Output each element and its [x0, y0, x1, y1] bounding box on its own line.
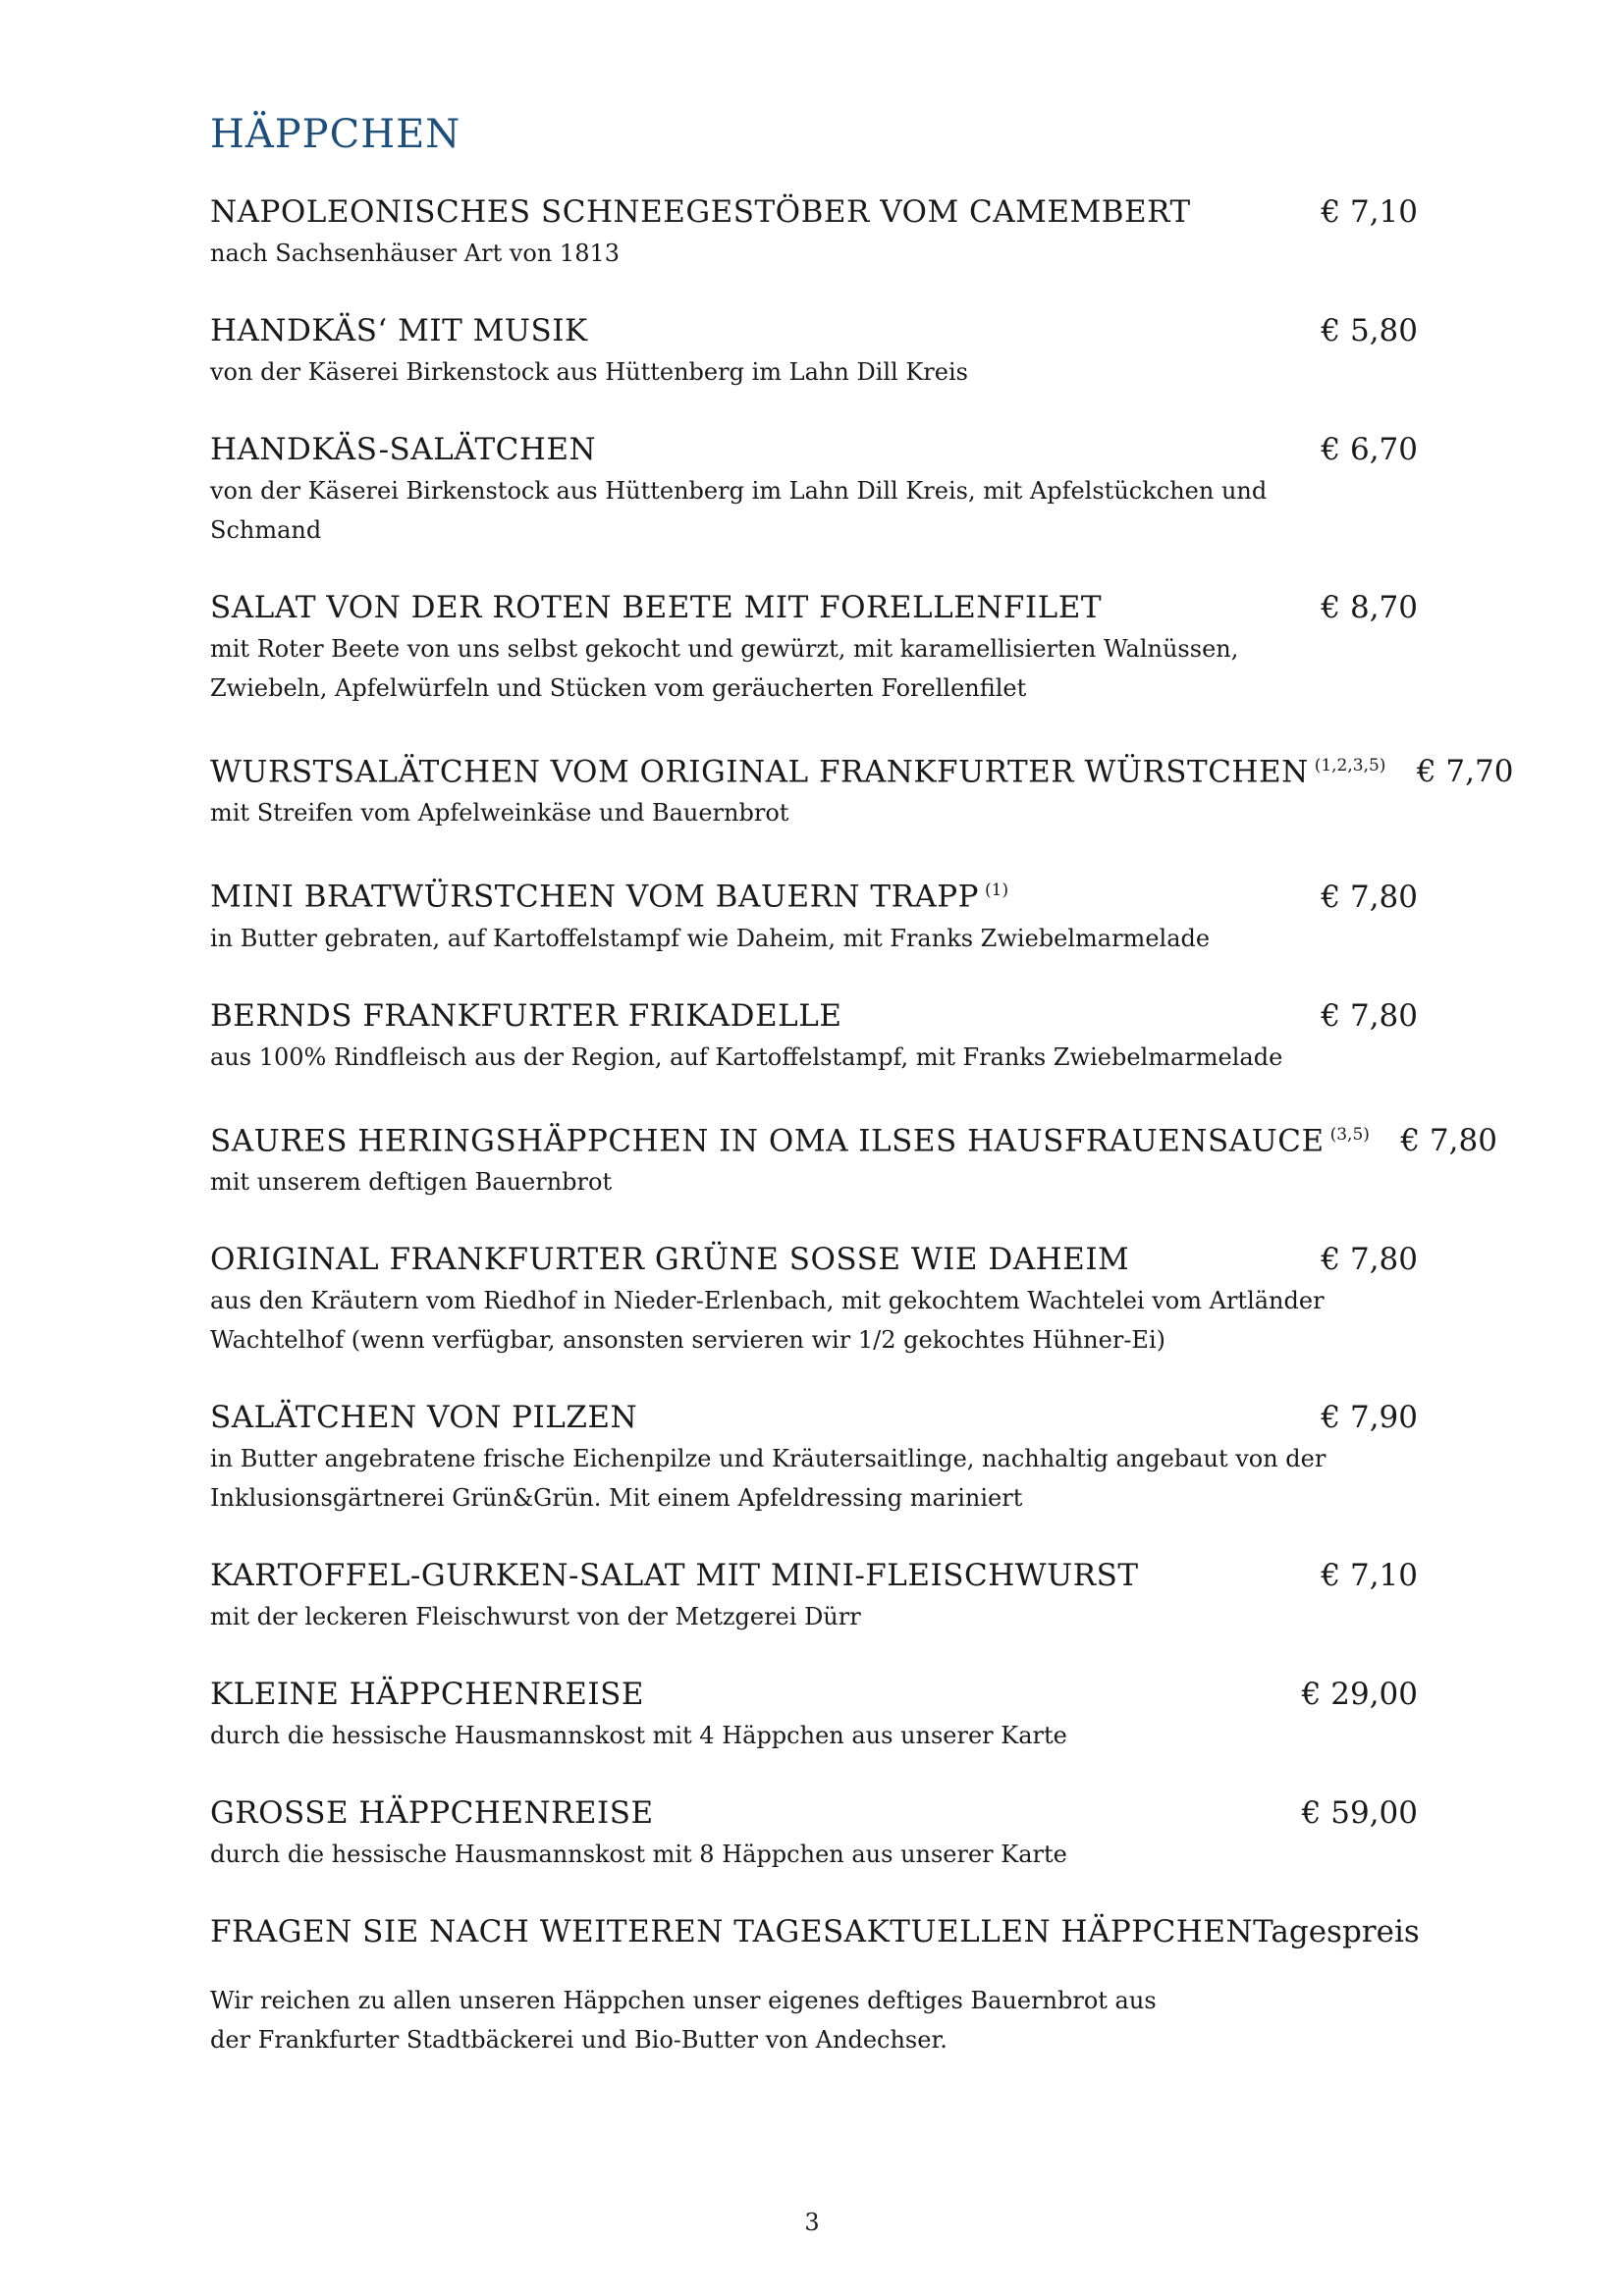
- menu-item-price: € 7,70: [1416, 754, 1514, 790]
- menu-item-price: € 7,80: [1400, 1122, 1497, 1158]
- menu-item-name: [210, 588, 1102, 627]
- menu-item-header: [210, 430, 1418, 469]
- menu-item-price: € 8,70: [1321, 590, 1418, 625]
- menu-item-header: [210, 1398, 1418, 1437]
- menu-item-header: [210, 192, 1418, 232]
- menu-item-title: KARTOFFEL-GURKEN-SALAT MIT MINI-FLEISCHWURST: [210, 1557, 1139, 1593]
- menu-item-price: € 7,80: [1321, 879, 1418, 915]
- menu-item: [210, 588, 1418, 708]
- menu-item-header: [210, 311, 1418, 350]
- menu-item-description: in Butter angebratene frische Eichenpilze und Kräutersaitlinge, nachhaltig angebaut von der Inklusionsgärtnerei Grün&Grün. Mit einem Apfeldressing mariniert: [210, 1444, 1326, 1512]
- page-number: 3: [804, 2209, 820, 2236]
- menu-item: [210, 1556, 1418, 1636]
- special-item-name: FRAGEN SIE NACH WEITEREN TAGESAKTUELLEN HÄPPCHEN: [210, 1913, 1254, 1949]
- menu-item-description: mit Roter Beete von uns selbst gekocht und gewürzt, mit karamellisierten Walnüssen, Zwiebeln, Apfelwürfeln und Stücken vom geräucherten Forellenfilet: [210, 635, 1239, 702]
- menu-item-description: mit unserem deftigen Bauernbrot: [210, 1167, 613, 1196]
- menu-item-header: [210, 996, 1418, 1036]
- allergen-note: (3,5): [1329, 1124, 1370, 1145]
- menu-item-price: € 7,10: [1321, 194, 1418, 230]
- menu-item-description: in Butter gebraten, auf Kartoffelstampf wie Daheim, mit Franks Zwiebelmarmelade: [210, 924, 1211, 952]
- menu-item: [210, 1240, 1418, 1360]
- menu-item-title: WURSTSALÄTCHEN VOM ORIGINAL FRANKFURTER WÜRSTCHEN: [210, 754, 1309, 790]
- menu-item-description: mit der leckeren Fleischwurst von der Metzgerei Dürr: [210, 1602, 861, 1630]
- menu-item-name: [210, 1115, 1370, 1160]
- menu-item-price: € 5,80: [1321, 313, 1418, 348]
- menu-item: [210, 871, 1418, 957]
- menu-item-price: € 7,90: [1321, 1399, 1418, 1435]
- menu-item-description: von der Käserei Birkenstock aus Hüttenberg im Lahn Dill Kreis: [210, 358, 968, 386]
- menu-item-name: [210, 746, 1385, 791]
- menu-item-list: [210, 192, 1514, 1874]
- menu-item-title: GROSSE HÄPPCHENREISE: [210, 1794, 654, 1831]
- menu-item-description: mit Streifen vom Apfelweinkäse und Bauernbrot: [210, 799, 789, 828]
- menu-item-price: € 29,00: [1301, 1676, 1418, 1712]
- menu-item-title: MINI BRATWÜRSTCHEN VOM BAUERN TRAPP: [210, 879, 980, 915]
- menu-item-price: € 7,80: [1321, 1241, 1418, 1277]
- menu-item: [210, 1675, 1418, 1755]
- menu-item-title: KLEINE HÄPPCHENREISE: [210, 1676, 644, 1712]
- menu-item-name: [210, 1240, 1129, 1279]
- menu-item-name: [210, 1675, 644, 1714]
- menu-item-title: HANDKÄS-SALÄTCHEN: [210, 432, 597, 467]
- footer-note: Wir reichen zu allen unseren Häppchen unser eigenes deftiges Bauernbrot aus der Frankfurter Stadtbäckerei und Bio-Butter von Andechser.: [210, 1986, 1157, 2054]
- menu-item-name: [210, 192, 1191, 232]
- menu-item: [210, 1115, 1497, 1201]
- menu-item-name: [210, 996, 841, 1036]
- menu-item-title: SAURES HERINGSHÄPPCHEN IN OMA ILSES HAUSFRAUENSAUCE: [210, 1122, 1325, 1158]
- menu-item-title: ORIGINAL FRANKFURTER GRÜNE SOSSE WIE DAHEIM: [210, 1241, 1130, 1277]
- menu-page: [210, 110, 1514, 2059]
- menu-item: [210, 192, 1418, 273]
- section-title: HÄPPCHEN: [210, 112, 461, 157]
- menu-item-header: [210, 746, 1514, 791]
- menu-item-description: durch die hessische Hausmannskost mit 4 Häppchen aus unserer Karte: [210, 1721, 1067, 1749]
- menu-item-header: [210, 1675, 1418, 1714]
- menu-item-name: [210, 430, 596, 469]
- menu-item-name: [210, 1793, 654, 1833]
- special-item-price: Tagespreis: [1253, 1913, 1420, 1949]
- menu-item-title: HANDKÄS‘ MIT MUSIK: [210, 313, 588, 348]
- menu-item-title: SALÄTCHEN VON PILZEN: [210, 1399, 638, 1435]
- menu-item-header: [210, 1793, 1418, 1833]
- menu-item-title: SALAT VON DER ROTEN BEETE MIT FORELLENFILET: [210, 590, 1103, 625]
- allergen-note: (1,2,3,5): [1314, 756, 1386, 775]
- menu-item: [210, 430, 1418, 550]
- menu-item: [210, 746, 1514, 832]
- menu-item-header: [210, 1556, 1418, 1595]
- menu-item-description: von der Käserei Birkenstock aus Hüttenberg im Lahn Dill Kreis, mit Apfelstückchen und Schmand: [210, 477, 1268, 544]
- menu-item-name: [210, 1398, 637, 1437]
- special-item: [210, 1912, 1418, 1951]
- menu-item-description: durch die hessische Hausmannskost mit 8 Häppchen aus unserer Karte: [210, 1840, 1067, 1868]
- menu-item-title: BERNDS FRANKFURTER FRIKADELLE: [210, 997, 842, 1034]
- menu-item: [210, 1793, 1418, 1874]
- menu-item-description: aus den Kräutern vom Riedhof in Nieder-Erlenbach, mit gekochtem Wachtelei vom Artländer Wachtelhof (wenn verfügbar, ansonsten servieren wir 1/2 gekochtes Hühner-Ei): [210, 1286, 1325, 1354]
- menu-item-header: [210, 588, 1418, 627]
- menu-item-header: [210, 1240, 1418, 1279]
- menu-item-name: [210, 871, 1008, 916]
- menu-item-price: € 59,00: [1301, 1794, 1418, 1831]
- menu-item-header: [210, 1115, 1497, 1160]
- menu-item-price: € 7,10: [1321, 1557, 1418, 1593]
- menu-item: [210, 1398, 1418, 1518]
- menu-item-name: [210, 311, 588, 350]
- allergen-note: (1): [985, 881, 1009, 901]
- menu-item: [210, 311, 1418, 392]
- menu-item-name: [210, 1556, 1139, 1595]
- menu-item: [210, 996, 1418, 1077]
- menu-item-price: € 6,70: [1321, 432, 1418, 467]
- menu-item-description: aus 100% Rindfleisch aus der Region, auf Kartoffelstampf, mit Franks Zwiebelmarmelade: [210, 1042, 1283, 1071]
- menu-item-header: [210, 871, 1418, 916]
- menu-item-price: € 7,80: [1321, 997, 1418, 1034]
- menu-item-title: NAPOLEONISCHES SCHNEEGESTÖBER VOM CAMEMBERT: [210, 194, 1191, 230]
- menu-item-description: nach Sachsenhäuser Art von 1813: [210, 240, 621, 267]
